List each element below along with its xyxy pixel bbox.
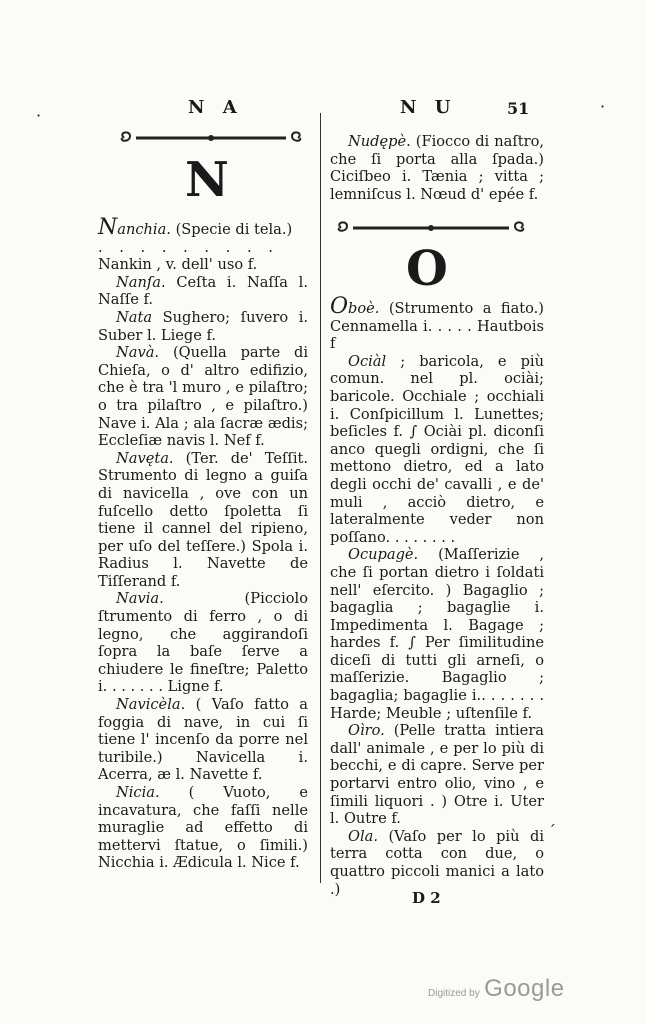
signature-mark: D 2	[412, 889, 441, 907]
entry-ocupage: Ocupagè. (Maſſerizie , che ſi portan dietro i ſoldati nell' eſercito. ) Bagaglio ; bagaglia ; bagaglie i. Impedimenta l. Bagage ; hardes f. ∫ Per ſimilitudine diceſi di tutti gli arneſi, o maſſerizie. Bagaglio ; bagaglia; bagaglie i.. . . . . . . Harde; Meuble ; uſtenſile f.	[330, 546, 544, 722]
running-head-right: N U	[400, 97, 457, 118]
entry-ocial: Ociàl ; baricola, e più comun. nel pl. ociài; baricole. Occhiale ; occhiali i. Conſpicillum l. Lunettes; beſicles f. ∫ Ociài pl. diconſi anco quegli ordigni, che ſi mettono dietro, ed a lato degli occhi de' cavalli , e de' muli , acciò dietro, e lateralmente veder non poſſano. . . . . . . .	[330, 352, 544, 546]
entry-nava: Navà. (Quella parte di Chieſa, o d' altro edifizio, che è tra 'l muro , e pilaſtro; o tra pilaſtro , e pilaſtro.) Nave i. Ala ; ala ſacræ ædis; Eccleſiæ navis l. Nef f.	[98, 344, 308, 450]
running-head-left: N A	[188, 97, 243, 118]
entry-navia: Navia. (Picciolo ſtrumento di ferro , o di legno, che aggirandoſi ſopra la baſe ſerve a chiudere le fineſtre; Paletto i. . . . . . . Ligne f.	[98, 590, 308, 696]
right-column	[330, 294, 544, 898]
entry-oboe: Oboè. (Strumento a fiato.) Cennamella i. . . . . Hautbois f	[330, 294, 544, 353]
column-divider	[320, 113, 321, 883]
left-column	[98, 215, 308, 872]
digitized-by-text: Digitized by	[428, 988, 480, 999]
entry-nanchia: Nanchia. (Specie di tela.)	[98, 215, 293, 240]
entry-naveta: Navęta. (Ter. de' Teſſit. Strumento di legno a guiſa di navicella , ove con un fuſcello detto ſpoletta ſi tiene il cannel del ripieno, per uſo del teſſere.) Spola i. Radius l. Navette de Tiſſerand f.	[98, 449, 308, 590]
entry-oiro: Oìro. (Pelle tratta intiera dall' animale , e per lo più di becchi, e di capre. Serve per portarvi entro olio, vino , e ſimili liquori . ) Otre i. Uter l. Outre f.	[330, 722, 544, 828]
margin-dot-right: ·	[600, 97, 606, 116]
margin-mark: ˊ	[548, 822, 556, 841]
entry-nankin: Nankin , v. dell' uso f.	[98, 256, 258, 274]
section-letter-o: O	[406, 241, 448, 297]
entry-nansa: Nanſa. Ceſta i. Naſſa l. Naſſe f.	[98, 273, 308, 309]
page-number: 51	[507, 99, 530, 118]
entry-dots: . . . . . . . . .	[98, 238, 279, 256]
ornament-left	[116, 128, 306, 148]
entry-navicela: Navicèla. ( Vaſo fatto a foggia di nave, in cui ſi tiene l' incenſo da porre nel turibile.) Navicella i. Acerra, æ l. Navette f.	[98, 696, 308, 784]
digitized-watermark	[428, 975, 565, 1003]
entry-nudepe: Nudępè. (Fiocco di naſtro, che ſi porta alla ſpada.) Ciciſbeo i. Tænia ; vitta ; lemniſcus l. Nœud d' epée f.	[330, 133, 544, 203]
right-column-top	[330, 133, 544, 203]
ornament-right	[333, 218, 529, 238]
entry-ola: Ola. (Vaſo per lo più di terra cotta con due, o quattro piccoli manici a lato .)	[330, 827, 544, 898]
section-letter-n: N	[185, 152, 229, 208]
entry-nicia: Nicia. ( Vuoto, e incavatura, che faſſi nelle muraglie ad effetto di mettervi ſtatue, o ſimili.) Nicchia i. Ædicula l. Nice f.	[98, 784, 308, 872]
margin-dot-left: ·	[36, 106, 42, 125]
google-logo: Google	[484, 975, 565, 1002]
entry-nata: Nata Sughero; ſuvero i. Suber l. Liege f.	[98, 308, 308, 344]
